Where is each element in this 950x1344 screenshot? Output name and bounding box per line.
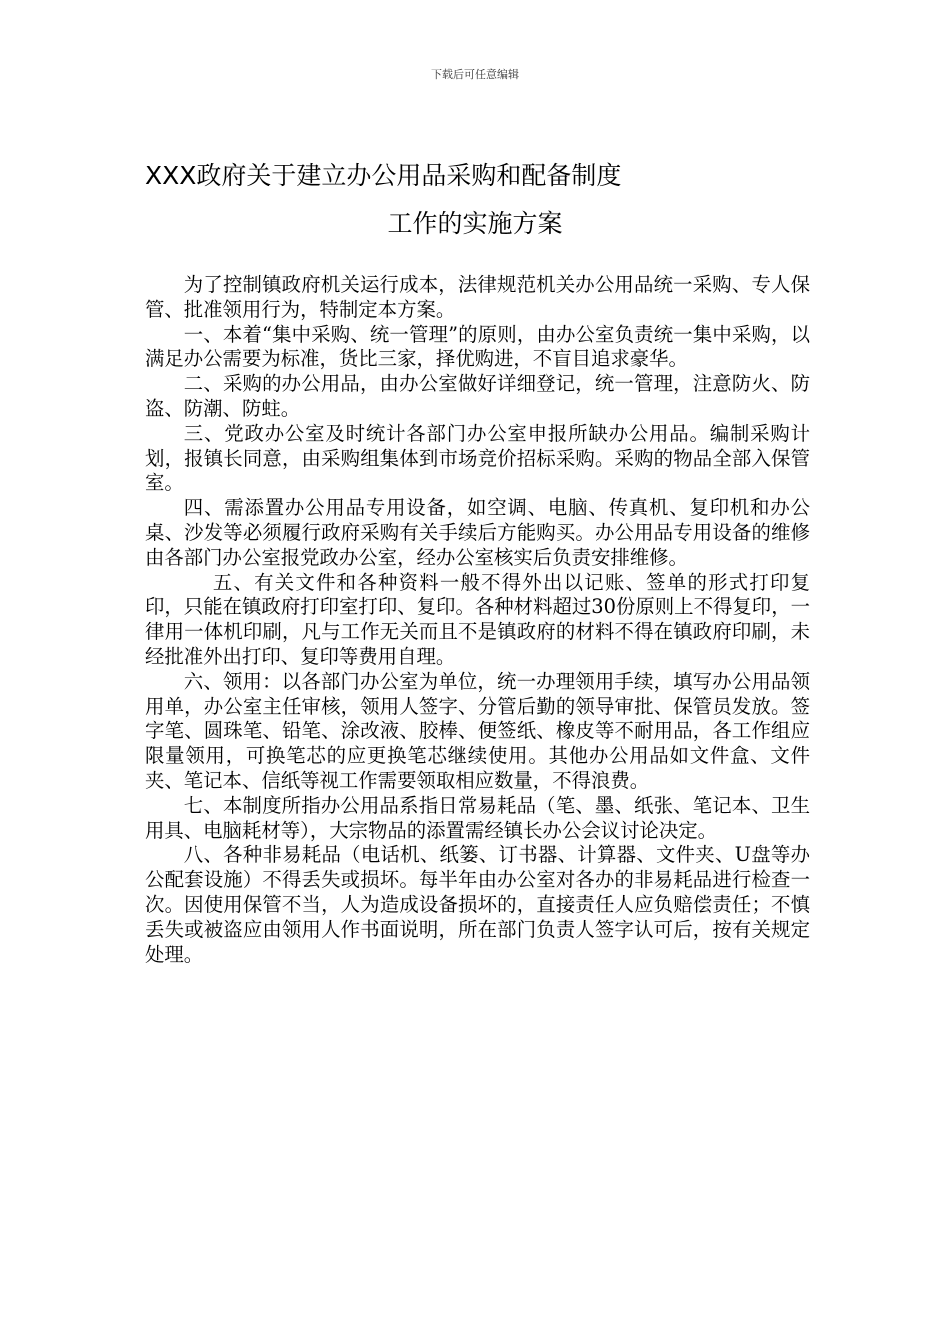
page-header: 下载后可任意编辑 <box>431 68 519 81</box>
document-title-line-1: XXX政府关于建立办公用品采购和配备制度 <box>145 161 622 190</box>
paragraph-4: 四、需添置办公用品专用设备，如空调、电脑、传真机、复印机和办公桌、沙发等必须履行政府采购有关手续后方能购买。办公用品专用设备的维修由各部门办公室报党政办公室，经办公室核实后负责安排维修。 <box>145 496 810 569</box>
paragraph-7: 七、本制度所指办公用品系指日常易耗品（笔、墨、纸张、笔记本、卫生用具、电脑耗材等），大宗物品的添置需经镇长办公会议讨论决定。 <box>145 793 810 842</box>
paragraph-1: 一、本着“集中采购、统一管理”的原则，由办公室负责统一集中采购，以满足办公需要为标准，货比三家，择优购进，不盲目追求豪华。 <box>145 322 810 371</box>
paragraph-2: 二、采购的办公用品，由办公室做好详细登记，统一管理，注意防火、防盗、防潮、防蛀。 <box>145 372 810 420</box>
document-body <box>145 273 810 967</box>
paragraph-5: 五、有关文件和各种资料一般不得外出以记账、签单的形式打印复印，只能在镇政府打印室打印、复印。各种材料超过30份原则上不得复印，一律用一体机印刷，凡与工作无关而且不是镇政府的材料不得在镇政府印刷，未经批准外出打印、复印等费用自理。 <box>145 570 810 668</box>
paragraph-3: 三、党政办公室及时统计各部门办公室申报所缺办公用品。编制采购计划，报镇长同意，由采购组集体到市场竞价招标采购。采购的物品全部入保管室。 <box>145 421 810 495</box>
paragraph-6: 六、领用：以各部门办公室为单位，统一办理领用手续，填写办公用品领用单，办公室主任审核，领用人签字、分管后勤的领导审批、保管员发放。签字笔、圆珠笔、铅笔、涂改液、胶棒、便签纸、橡皮等不耐用品，各工作组应限量领用，可换笔芯的应更换笔芯继续使用。其他办公用品如文件盒、文件夹、笔记本、信纸等视工作需要领取相应数量，不得浪费。 <box>145 669 810 792</box>
paragraph-intro: 为了控制镇政府机关运行成本，法律规范机关办公用品统一采购、专人保管、批准领用行为，特制定本方案。 <box>145 273 810 321</box>
document-title-line-2: 工作的实施方案 <box>387 209 563 238</box>
paragraph-8: 八、各种非易耗品（电话机、纸篓、订书器、计算器、文件夹、U盘等办公配套设施）不得丢失或损坏。每半年由办公室对各办的非易耗品进行检查一次。因使用保管不当，人为造成设备损坏的，直接责任人应负赔偿责任；不慎丢失或被盗应由领用人作书面说明，所在部门负责人签字认可后，按有关规定处理。 <box>145 843 810 966</box>
